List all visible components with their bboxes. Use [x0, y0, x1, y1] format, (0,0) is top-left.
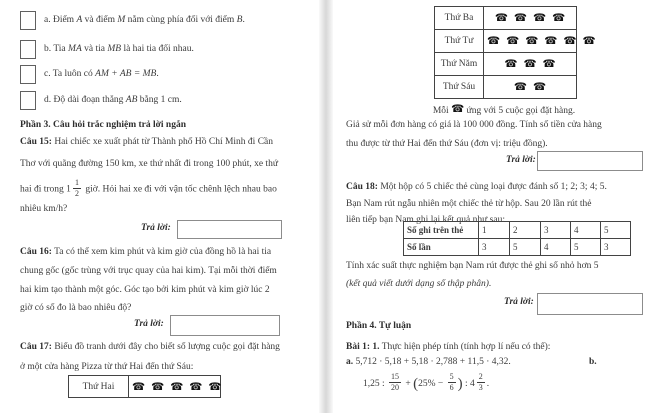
fraction: $\frac{5}{6}$: [449, 372, 454, 393]
statement-row-a: [20, 11, 245, 30]
q15-line: hai đi trong 1 $\frac{1}{2}$ giờ. Hỏi hai xe đi với vận tốc chênh lệch nhau bao: [20, 178, 277, 198]
page-left: [0, 0, 319, 413]
phone-icon: ☎: [563, 35, 577, 47]
q16-answer-label: Trả lời:: [134, 319, 164, 329]
expression-b-label: b.: [589, 357, 597, 367]
q17-answer-label: Trả lời:: [506, 155, 536, 165]
statement-c-label: c. Ta luôn có AM + AB = MB.: [44, 69, 159, 79]
statement-row-c: [20, 65, 159, 84]
q15-answer-box[interactable]: [177, 220, 282, 239]
q17-line: Câu 17: Biểu đồ tranh dưới đây cho biết số lượng cuộc gọi đặt hàng: [20, 342, 280, 352]
day-label: Thứ Năm: [435, 53, 484, 76]
phone-icon: ☎: [542, 58, 556, 70]
statement-d-label: d. Độ dài đoạn thẳng AB bằng 1 cm.: [44, 95, 182, 105]
freq-header-cell: Số lần: [404, 239, 479, 256]
phone-icon: ☎: [544, 35, 558, 47]
phone-icon: ☎: [132, 380, 146, 393]
expression-b: 1,25 : $\frac{15}{20}$ + (25% − $\frac{5}{6}$ ) : 4 $\frac{2}{3}$ .: [363, 372, 490, 393]
freq-header-cell: Số ghi trên thẻ: [404, 222, 479, 239]
q18-question-line: Tính xác suất thực nghiệm bạn Nam rút được thẻ ghi số nhỏ hơn 5: [346, 261, 599, 271]
q15-line: Thơ với quãng đường 150 km, xe thứ nhất đi trong 100 phút, xe thứ: [20, 159, 278, 169]
phone-icon: ☎: [513, 81, 527, 93]
q17-continued-line: thu được từ thứ Hai đến thứ Sáu (đơn vị: triệu đồng).: [346, 139, 548, 149]
q16-answer-box[interactable]: [170, 315, 280, 336]
q18-answer-box[interactable]: [537, 293, 643, 315]
statement-b-label: b. Tia MA và tia MB là hai tia đối nhau.: [44, 44, 194, 54]
q16-line: giờ có số đo là bao nhiêu độ?: [20, 303, 132, 313]
day-label: Thứ Sáu: [435, 76, 484, 99]
freq-cell: 3: [541, 222, 571, 239]
freq-cell: 5: [571, 239, 601, 256]
freq-cell: 3: [479, 239, 510, 256]
freq-cell: 3: [601, 239, 631, 256]
phone-icon: ☎: [506, 35, 520, 47]
freq-cell: 4: [541, 239, 571, 256]
phone-icons-cell: [484, 30, 596, 53]
part3-heading: Phần 3. Câu hỏi trắc nghiệm trả lời ngắn: [20, 120, 186, 130]
pictograph-table-week: [434, 6, 596, 99]
day-label: Thứ Hai: [69, 376, 129, 398]
phone-icon: ☎: [552, 12, 566, 24]
checkbox-c[interactable]: [20, 65, 36, 84]
freq-cell: 1: [479, 222, 510, 239]
phone-icon: ☎: [494, 12, 508, 24]
q18-line: liên tiếp bạn Nam ghi lại kết quả như sau:: [346, 215, 505, 225]
checkbox-a[interactable]: [20, 11, 36, 30]
phone-icons-cell: [129, 376, 221, 398]
q18-answer-label: Trả lời:: [504, 297, 534, 307]
q18-line: Câu 18: Một hộp có 5 chiếc thẻ cùng loại được đánh số 1; 2; 3; 4; 5.: [346, 182, 607, 192]
q18-question-line: (kết quả viết dưới dạng số thập phân).: [346, 279, 492, 289]
phone-icon: ☎: [487, 35, 501, 47]
phone-icons-cell: [484, 53, 577, 76]
q15-line: nhiêu km/h?: [20, 204, 68, 214]
day-label: Thứ Ba: [435, 7, 484, 30]
phone-icons-cell: [484, 76, 577, 99]
q16-line: Câu 16: Ta có thể xem kim phút và kim giờ của đồng hồ là hai tia: [20, 247, 272, 257]
statement-a-label: a. Điểm A và điểm M nằm cùng phía đối với điểm B.: [44, 15, 245, 25]
q17-line: ở một cửa hàng Pizza từ thứ Hai đến thứ Sáu:: [20, 362, 194, 372]
phone-icon: ☎: [582, 35, 596, 47]
expression-a: a. 5,712 · 5,18 + 5,18 · 2,788 + 11,5 · 4,32.: [346, 357, 511, 367]
checkbox-b[interactable]: [20, 40, 36, 59]
q16-line: hai kim tạo thành một góc. Góc tạo bởi kim phút và kim giờ lúc 2: [20, 285, 270, 295]
freq-cell: 5: [601, 222, 631, 239]
pictograph-legend: Mỗi ☎ ứng với 5 cuộc gọi đặt hàng.: [432, 103, 576, 116]
page-right: [333, 0, 650, 413]
freq-cell: 5: [510, 239, 541, 256]
fraction: $\frac{1}{2}$: [74, 178, 79, 198]
checkbox-d[interactable]: [20, 91, 36, 110]
phone-icon: ☎: [189, 380, 203, 393]
fraction: $\frac{2}{3}$: [478, 372, 483, 393]
freq-cell: 2: [510, 222, 541, 239]
phone-icon: ☎: [151, 380, 165, 393]
fraction: $\frac{15}{20}$: [391, 372, 400, 393]
statement-row-b: [20, 40, 194, 59]
phone-icon: ☎: [504, 58, 518, 70]
phone-icon: ☎: [170, 380, 184, 393]
pictograph-table-monday: [68, 375, 221, 398]
phone-icon: ☎: [533, 81, 547, 93]
day-label: Thứ Tư: [435, 30, 484, 53]
page-gap: [318, 0, 334, 413]
phone-icons-cell: [484, 7, 577, 30]
phone-icon: ☎: [513, 12, 527, 24]
q17-continued-line: Giả sử mỗi đơn hàng có giá là 100 000 đồng. Tính số tiền cửa hàng: [346, 120, 602, 130]
phone-icon: ☎: [208, 380, 222, 393]
statement-row-d: [20, 91, 182, 110]
part4-heading: Phần 4. Tự luận: [346, 321, 412, 331]
frequency-table: [403, 221, 631, 256]
q15-line: Câu 15: Hai chiếc xe xuất phát từ Thành phố Hồ Chí Minh đi Cần: [20, 137, 273, 147]
phone-icon: ☎: [533, 12, 547, 24]
freq-cell: 4: [571, 222, 601, 239]
q16-line: chung gốc (gốc trùng với trục quay của hai kim). Tại mỗi thời điểm: [20, 266, 277, 276]
exercise1-title: Bài 1: 1. Thực hiện phép tính (tính hợp lí nếu có thể):: [346, 342, 551, 352]
q18-line: Bạn Nam rút ngẫu nhiên một chiếc thẻ từ hộp. Sau 20 lần rút thẻ: [346, 199, 592, 209]
phone-icon: ☎: [525, 35, 539, 47]
q17-answer-box[interactable]: [537, 151, 643, 171]
q15-answer-label: Trả lời:: [141, 223, 171, 233]
phone-icon: ☎: [523, 58, 537, 70]
